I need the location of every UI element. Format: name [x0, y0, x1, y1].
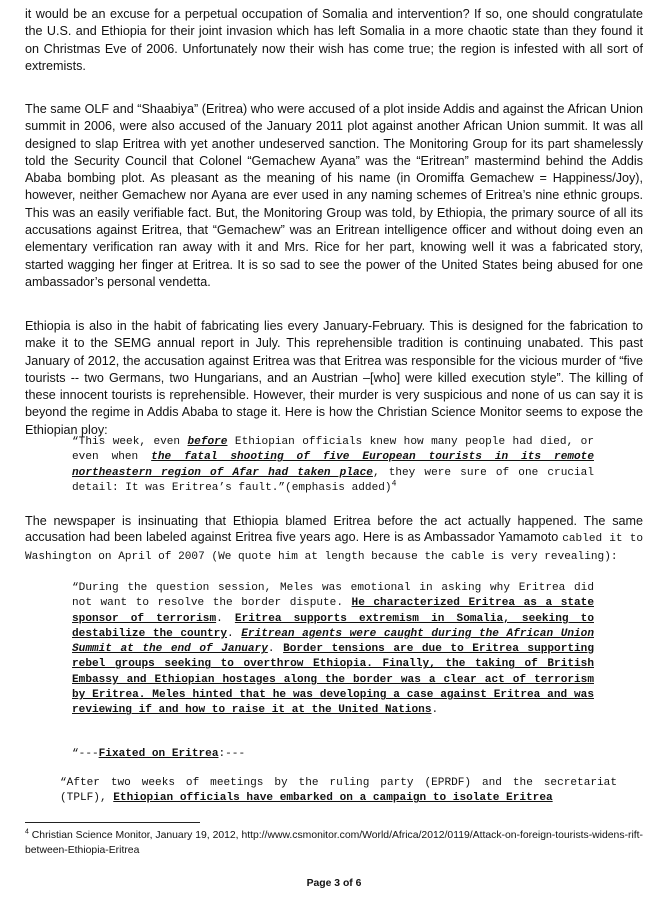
- quote-text: “During the question session, Meles was emotional in asking why Eritrea did not want to resolve the border dispute.: [72, 582, 594, 610]
- quote-emphasis: He characterized Eritrea as a state sponsor of terrorism: [72, 597, 594, 625]
- paragraph-yamamoto: [25, 513, 643, 565]
- quote-emphasis: Ethiopian officials have embarked on a campaign to isolate Eritrea: [113, 792, 553, 805]
- quote-text: .: [216, 612, 235, 625]
- quote-cable-continued: [60, 776, 617, 807]
- quote-text: .: [227, 627, 242, 640]
- paragraph-monitoring-group: The same OLF and “Shaabiya” (Eritrea) who were accused of a plot inside Addis and against the African Union summit in 2006, were also accused of the January 2011 plot against another African Union summit. It was all designed to slap Eritrea with yet another undeserved sanction. The Monitoring Group for its part shamelessly told the Security Council that Colonel “Gemachew Ayana” was the “Eritrean” mastermind behind the Addis Ababa bombing plot. As pleasant as the meaning of his name (in Oromiffa Gemachew = Happiness/Joy), however, neither Gemachew nor Ayana are ever used in any naming schemes of Eritrea’s nine ethnic groups. This was an easily verifiable fact. But, the Monitoring Group was told, by Ethiopia, the primary source of all its accusations against Eritrea, that “Gemachew” was an Eritrean intelligence officer and without doing even an elementary verification ran away with it and Mrs. Rice for her part, knowing well it was a fabricated story, started wagging her finger at Eritrea. It is so sad to see the power of the United States being abused for one ambassador’s personal vendetta.: [25, 102, 643, 289]
- quote-emphasis: Eritrean agents were caught during the African Union Summit at the end of January: [72, 627, 594, 656]
- quote-text: .: [431, 704, 439, 717]
- page-number: Page 3 of 6: [306, 878, 362, 889]
- cable-intro-text: cabled it to Washington on April of 2007 (We quote him at length because the cable is very revealing):: [25, 533, 644, 564]
- footnote-text: Christian Science Monitor, January 19, 2012, http://www.csmonitor.com/World/Africa/2012/0119/Attack-on-foreign-tourists-widens-rift-between-Ethiopia-Eritrea: [25, 830, 643, 856]
- paragraph-tourists: Ethiopia is also in the habit of fabricating lies every January-February. This is designed for the fabrication to make it to the SEMG annual report in July. This reprehensible tradition is continuing unabated. This past January of 2012, the accusation against Eritrea was that Eritrea was responsible for the vicious murder of “five tourists -- two Germans, two Hungarians, and an Austrian –[who] were killed execution style”. The killing of these innocent tourists is reprehensible. However, their murder is very suspicious and none of us can say it is beyond the regime in Addis Ababa to stage it. Here is how the Christian Science Monitor seems to expose the Ethiopian ploy:: [25, 319, 643, 437]
- heading-text: Fixated on Eritrea: [98, 748, 219, 760]
- quote-text: “After two weeks of meetings by the ruling party (EPRDF) and the secretariat (TPLF),: [60, 777, 617, 805]
- quote-text: “This week, even: [72, 436, 188, 448]
- footnote-divider: [25, 822, 200, 823]
- quote-cable: [72, 581, 594, 719]
- paragraph-text: The newspaper is insinuating that Ethiopia blamed Eritrea before the act actually happened. The same accusation had been labeled against Eritrea five years ago. Here is as Ambassador Yamamoto: [25, 514, 643, 545]
- quote-text: .: [267, 643, 284, 656]
- quote-emphasis: before: [187, 436, 228, 448]
- footnote-reference: 4: [391, 479, 397, 489]
- quote-text: , they were sure of one crucial detail: It was Eritrea’s fault.”(emphasis added): [72, 466, 594, 494]
- quote-csmonitor: [72, 435, 594, 496]
- quote-emphasis: the fatal shooting of five European tourists in its remote northeastern region of Afar had taken place: [72, 451, 594, 479]
- paragraph-somalia: it would be an excuse for a perpetual occupation of Somalia and intervention? If so, one should congratulate the U.S. and Ethiopia for their joint invasion which has left Somalia in a more chaotic state than they found it on Christmas Eve of 2006. Unfortunately now their wish has come true; the region is infested with all sort of extremists.: [25, 7, 643, 73]
- quote-emphasis: Eritrea supports extremism in Somalia, seeking to destabilize the country: [72, 612, 594, 640]
- quote-emphasis: Border tensions are due to Eritrea supporting rebel groups seeking to overthrow Ethiopia. Finally, the taking of British Embassy and Ethiopian hostages along the border was a clear act of terrorism by Eritrea. Meles hinted that he was developing a case against Eritrea and was reviewing if and how to raise it at the United Nations: [72, 643, 594, 717]
- footnote-marker: 4: [25, 828, 29, 836]
- quote-text: Ethiopian officials knew how many people had died, or even when: [72, 436, 594, 464]
- heading-dashes: :---: [218, 748, 246, 760]
- heading-dashes: “---: [72, 748, 99, 760]
- cable-section-heading: [72, 747, 245, 762]
- footnote: [25, 829, 643, 858]
